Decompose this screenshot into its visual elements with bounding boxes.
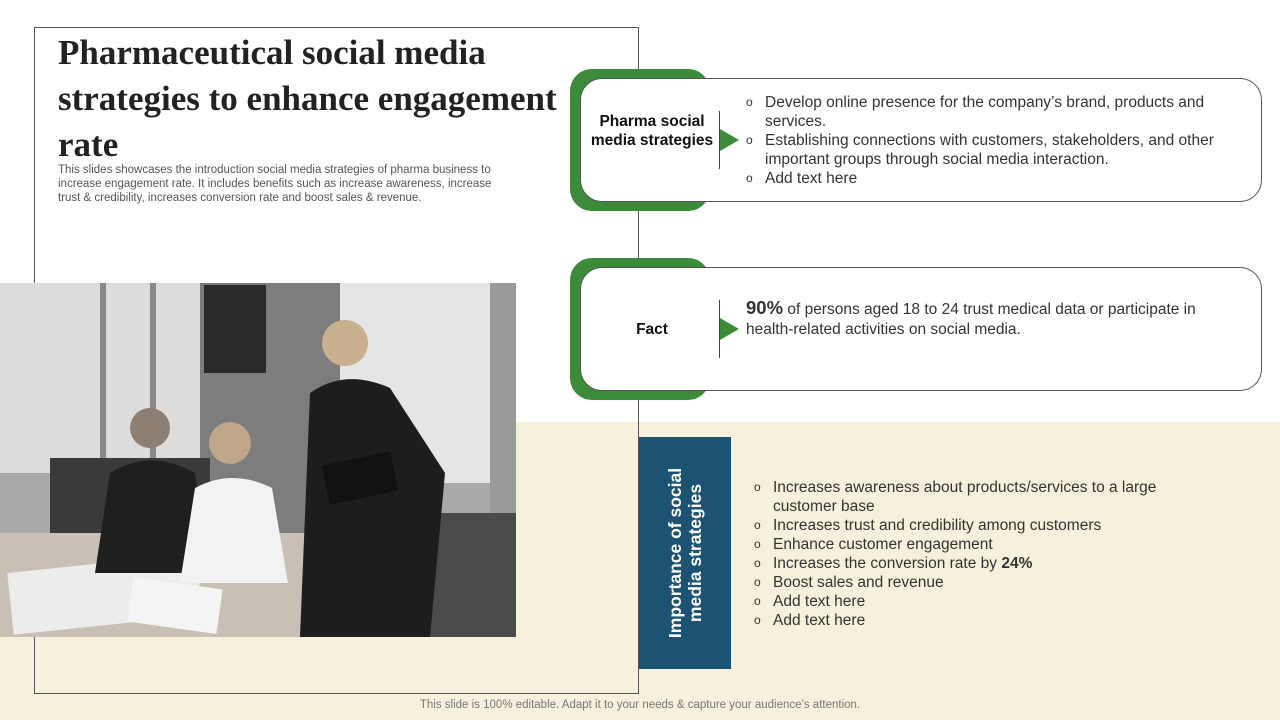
strategies-list [746, 93, 1236, 188]
slide-title: Pharmaceutical social media strategies to enhance engagement rate [58, 33, 557, 164]
importance-list [754, 478, 1194, 630]
bullet-glyph: o [746, 133, 753, 147]
bullet-glyph: o [754, 480, 761, 494]
fact-arrow-icon [720, 318, 739, 340]
list-item [754, 535, 1194, 554]
bullet-glyph: o [754, 575, 761, 589]
conversion-value: 24% [1001, 555, 1033, 572]
list-item-text: Add text here [765, 170, 858, 187]
list-item-text: Enhance customer engagement [773, 536, 993, 553]
strategies-arrow-icon [720, 129, 739, 151]
list-item [754, 478, 1194, 516]
list-item [754, 516, 1194, 535]
bullet-glyph: o [754, 537, 761, 551]
fact-body: of persons aged 18 to 24 trust medical data or participate in health-related activities on social media. [746, 301, 1196, 338]
importance-label: Importance of social media strategies [665, 467, 705, 639]
list-item [754, 592, 1194, 611]
fact-highlight: 90% [746, 297, 784, 318]
list-item [754, 554, 1194, 573]
bullet-glyph: o [754, 518, 761, 532]
importance-box [639, 437, 731, 669]
list-item-text: Develop online presence for the company’s brand, products and services. [765, 94, 1205, 130]
list-item-text: Increases awareness about products/services to a large customer base [773, 479, 1157, 515]
strategies-card [570, 69, 1262, 211]
list-item [746, 93, 1236, 131]
list-item-text: Boost sales and revenue [773, 574, 944, 591]
list-item-text: Add text here [773, 593, 866, 610]
fact-label: Fact [636, 321, 668, 338]
conversion-text: Increases the conversion rate by [773, 555, 1002, 572]
bullet-glyph: o [746, 171, 753, 185]
slide-subtitle: This slides showcases the introduction social media strategies of pharma business to increase engagement rate. It includes benefits such as increase awareness, increase trust & credibility, increases conversion rate and boost sales & revenue. [58, 164, 492, 204]
bullet-glyph: o [754, 613, 761, 627]
list-item-text: Establishing connections with customers, stakeholders, and other important groups through social media interaction. [765, 132, 1214, 168]
bullet-glyph: o [746, 95, 753, 109]
list-item-text: Add text here [773, 612, 866, 629]
fact-card [570, 258, 1262, 400]
list-item-text: Increases trust and credibility among customers [773, 517, 1102, 534]
bullet-glyph: o [754, 556, 761, 570]
strategies-label: Pharma social media strategies [590, 113, 714, 149]
list-item [746, 131, 1236, 169]
meeting-photo [0, 283, 516, 637]
footer-note: This slide is 100% editable. Adapt it to your needs & capture your audience’s attention. [419, 699, 861, 711]
fact-text [746, 298, 1236, 340]
bullet-glyph: o [754, 594, 761, 608]
list-item [754, 611, 1194, 630]
list-item [754, 573, 1194, 592]
list-item [746, 169, 1236, 188]
meeting-photo-illustration [0, 283, 516, 637]
